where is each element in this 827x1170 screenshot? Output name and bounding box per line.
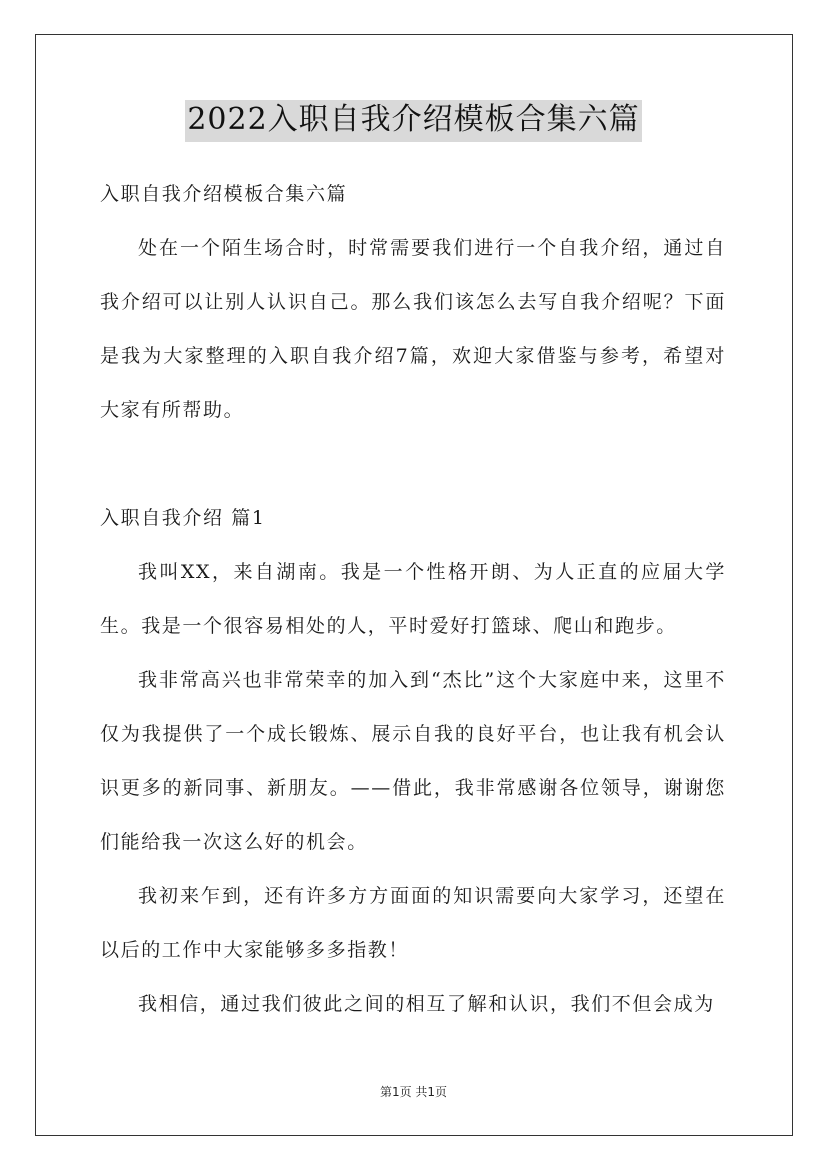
page-footer: 第1页 共1页	[379, 1085, 448, 1099]
intro-paragraph: 处在一个陌生场合时，时常需要我们进行一个自我介绍，通过自我介绍可以让别人认识自己。那么我们该怎么去写自我介绍呢？下面是我为大家整理的入职自我介绍7篇，欢迎大家借鉴与参考，希望对大家有所帮助。	[100, 237, 726, 421]
document-title-text: 2022入职自我介绍模板合集六篇	[185, 100, 641, 142]
body-paragraph: 我非常高兴也非常荣幸的加入到“杰比”这个大家庭中来，这里不仅为我提供了一个成长锻炼、展示自我的良好平台，也让我有机会认识更多的新同事、新朋友。——借此，我非常感谢各位领导，谢谢您们能给我一次这么好的机会。	[100, 669, 726, 853]
document-title	[0, 100, 827, 142]
document-body	[100, 167, 726, 1031]
subtitle-paragraph: 入职自我介绍模板合集六篇	[100, 183, 348, 205]
section-heading: 入职自我介绍 篇1	[100, 507, 266, 529]
body-paragraph: 我相信，通过我们彼此之间的相互了解和认识，我们不但会成为	[138, 993, 715, 1015]
body-paragraph: 我叫XX，来自湖南。我是一个性格开朗、为人正直的应届大学生。我是一个很容易相处的人，平时爱好打篮球、爬山和跑步。	[100, 561, 726, 637]
body-paragraph: 我初来乍到，还有许多方方面面的知识需要向大家学习，还望在以后的工作中大家能够多多指教！	[100, 885, 726, 961]
